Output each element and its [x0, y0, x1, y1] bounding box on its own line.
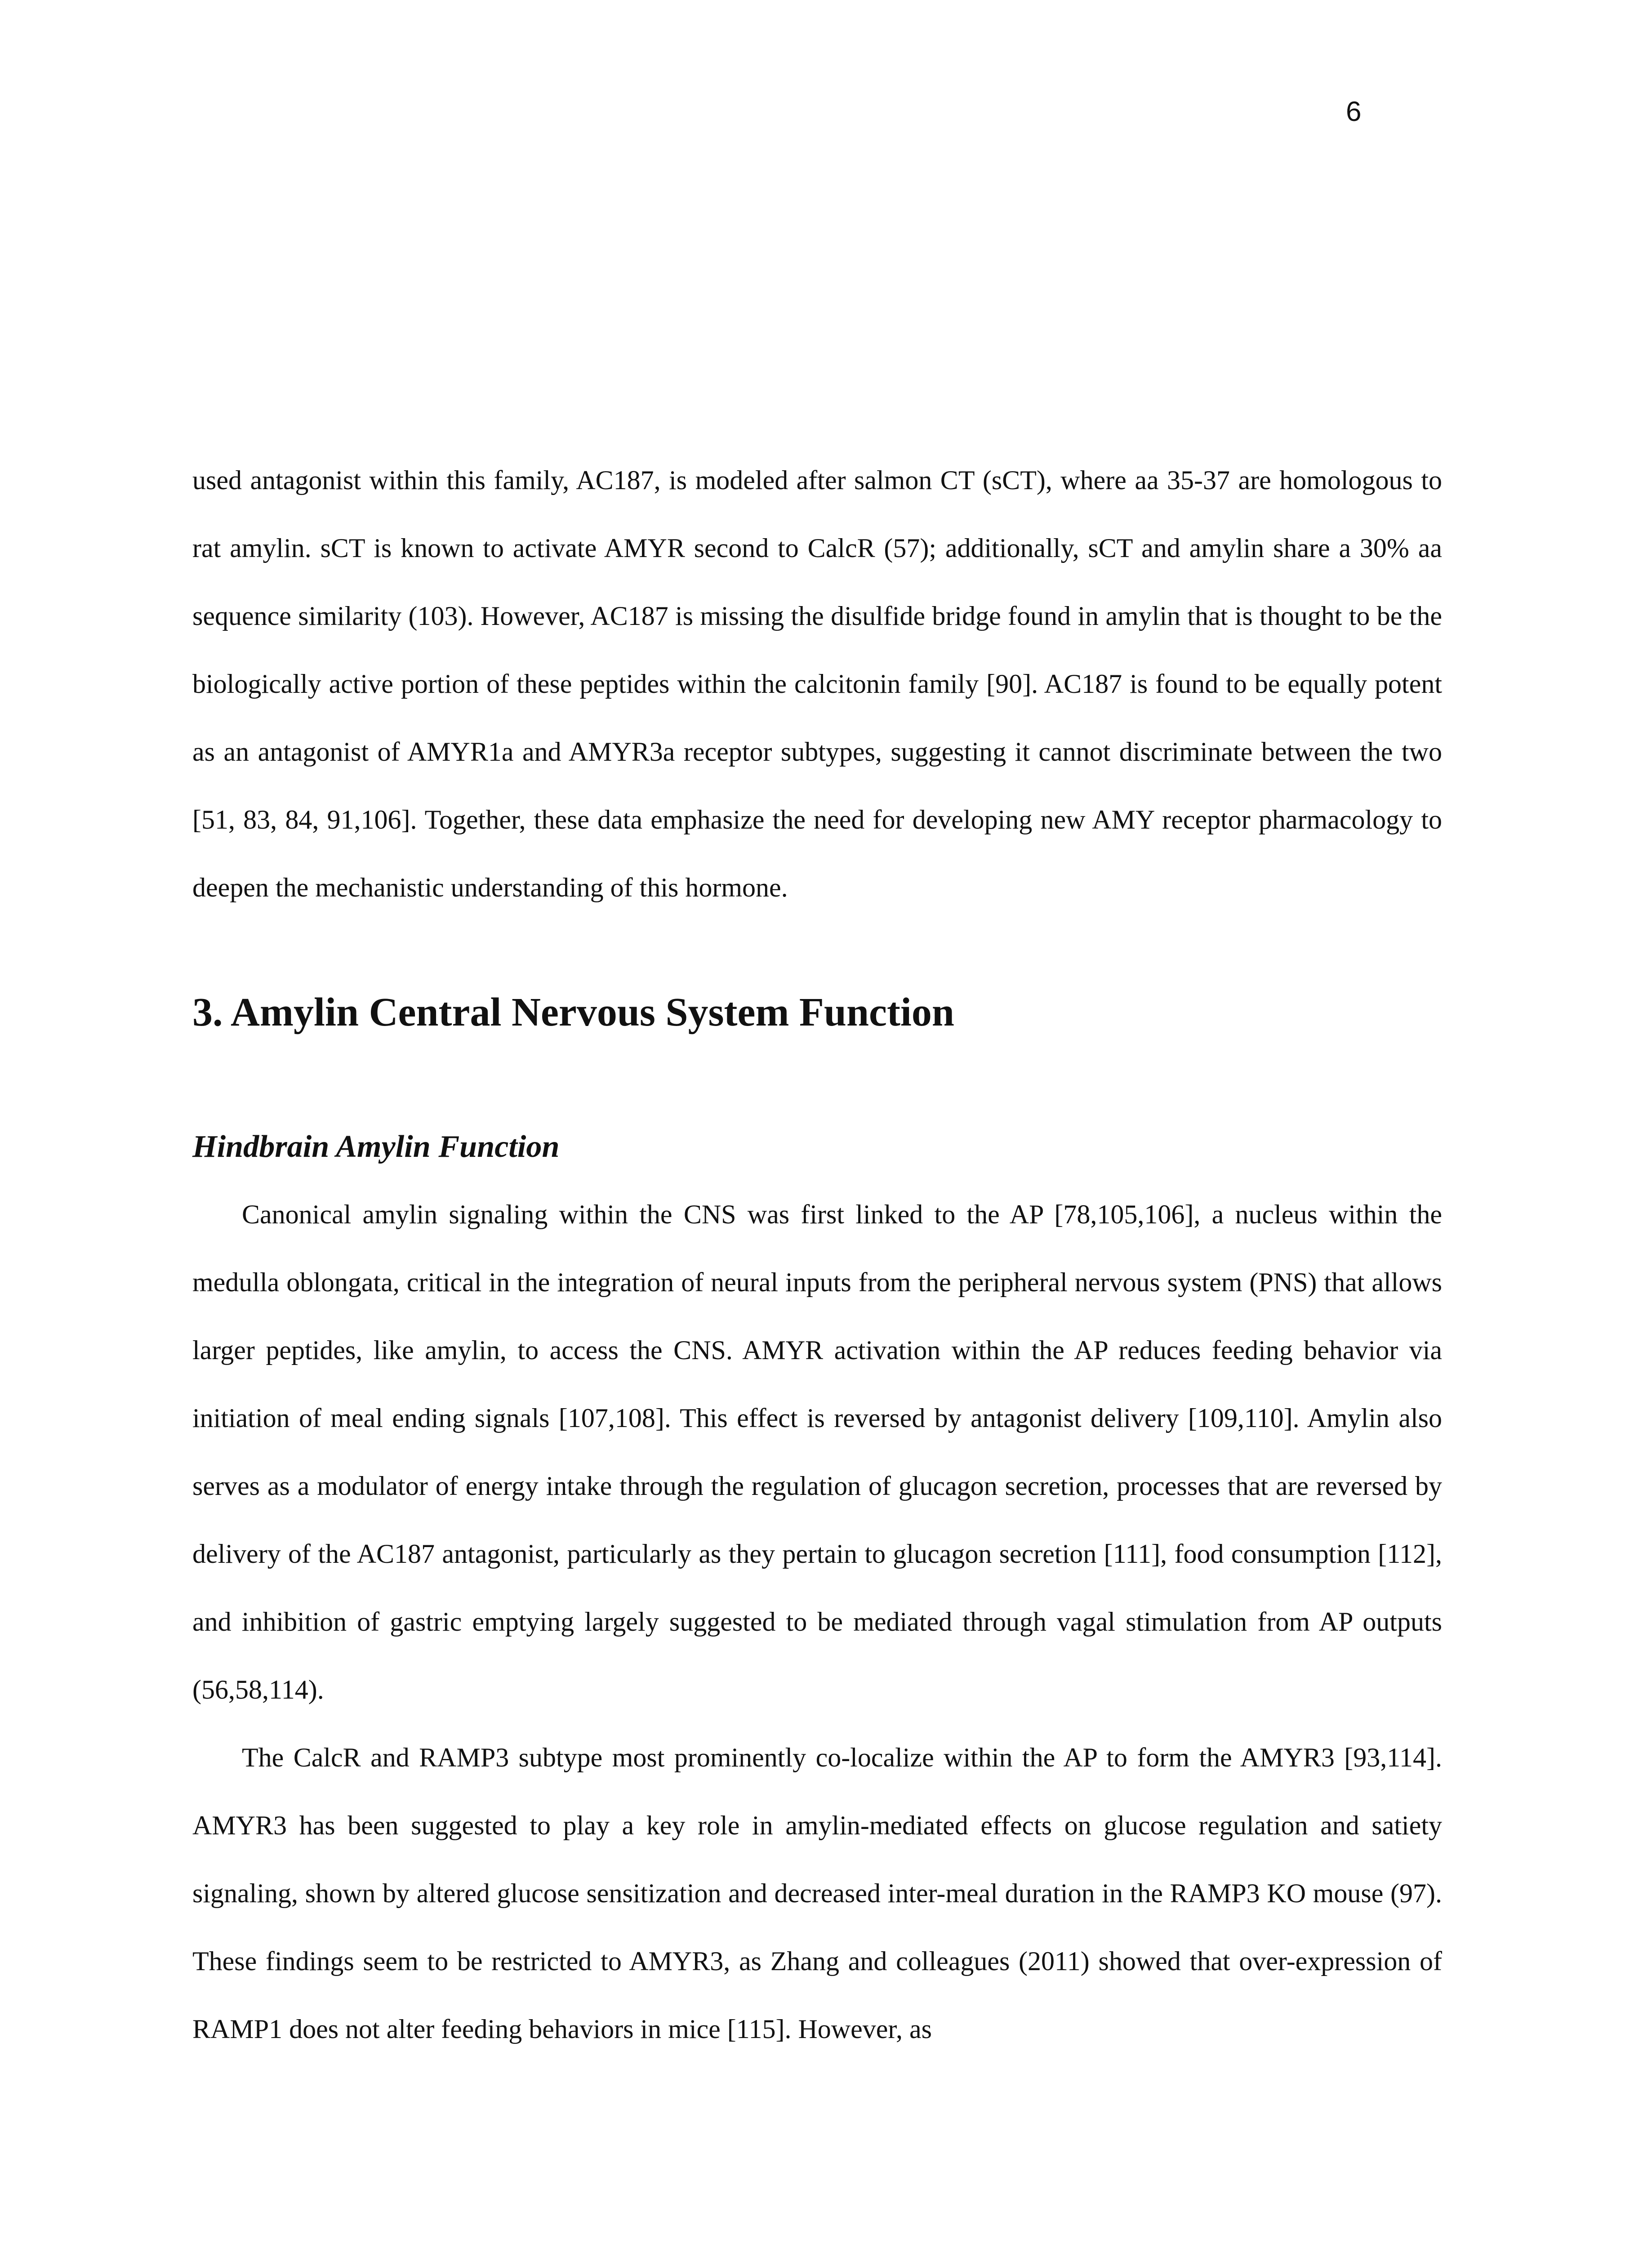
- page-number: 6: [1346, 96, 1362, 127]
- body-paragraph: Canonical amylin signaling within the CNS was first linked to the AP [78,105,106], a nucleus within the medulla oblongata, critical in the integration of neural inputs from the peripheral nervous system (PNS) that allows larger peptides, like amylin, to access the CNS. AMYR activation within the AP reduces feeding behavior via initiation of meal ending signals [107,108]. This effect is reversed by antagonist delivery [109,110]. Amylin also serves as a modulator of energy intake through the regulation of glucagon secretion, processes that are reversed by delivery of the AC187 antagonist, particularly as they pertain to glucagon secretion [111], food consumption [112], and inhibition of gastric emptying largely suggested to be mediated through vagal stimulation from AP outputs (56,58,114).: [192, 1200, 1442, 1704]
- document-body: [192, 446, 1442, 2063]
- body-paragraph: The CalcR and RAMP3 subtype most prominently co-localize within the AP to form the AMYR3 [93,114]. AMYR3 has been suggested to play a key role in amylin-mediated effects on glucose regulation and satiety signaling, shown by altered glucose sensitization and decreased inter-meal duration in the RAMP3 KO mouse (97). These findings seem to be restricted to AMYR3, as Zhang and colleagues (2011) showed that over-expression of RAMP1 does not alter feeding behaviors in mice [115]. However, as: [192, 1743, 1442, 2044]
- section-heading: 3. Amylin Central Nervous System Function: [192, 990, 954, 1035]
- body-paragraph: used antagonist within this family, AC187, is modeled after salmon CT (sCT), where aa 35-37 are homologous to rat amylin. sCT is known to activate AMYR second to CalcR (57); additionally, sCT and amylin share a 30% aa sequence similarity (103). However, AC187 is missing the disulfide bridge found in amylin that is thought to be the biologically active portion of these peptides within the calcitonin family [90]. AC187 is found to be equally potent as an antagonist of AMYR1a and AMYR3a receptor subtypes, suggesting it cannot discriminate between the two [51, 83, 84, 91,106]. Together, these data emphasize the need for developing new AMY receptor pharmacology to deepen the mechanistic understanding of this hormone.: [192, 465, 1442, 902]
- subsection-heading: Hindbrain Amylin Function: [192, 1129, 560, 1164]
